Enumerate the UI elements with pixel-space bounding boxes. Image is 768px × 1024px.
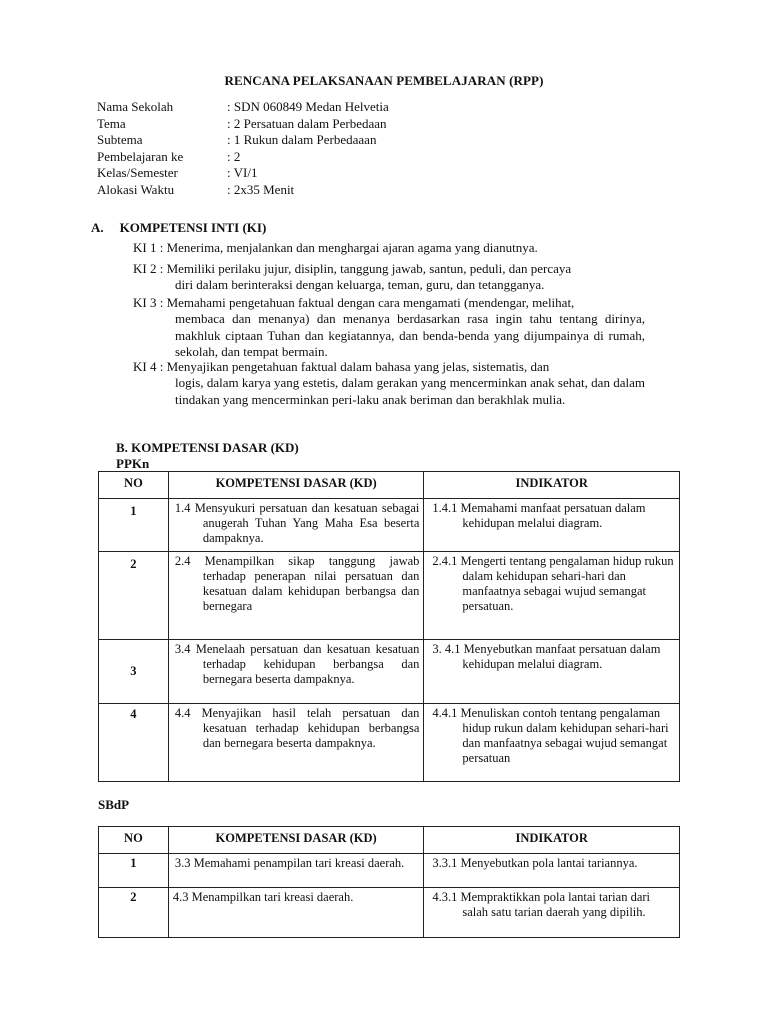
identity-block — [97, 99, 517, 198]
ki-first-line: KI 1 : Menerima, menjalankan dan menghargai ajaran agama yang dianutnya. — [133, 240, 538, 255]
table-row — [99, 640, 680, 704]
header-kd: KOMPETENSI DASAR (KD) — [168, 472, 424, 499]
row-no: 1 — [99, 854, 169, 888]
table-row — [99, 888, 680, 938]
table-row — [99, 854, 680, 888]
table-row — [99, 704, 680, 782]
indikator-text: 1.4.1 Memahami manfaat persatuan dalam kehidupan melalui diagram. — [432, 501, 646, 530]
info-value: : SDN 060849 Medan Helvetia — [227, 99, 389, 114]
ki-1 — [133, 240, 645, 256]
row-no: 4 — [99, 704, 169, 782]
info-label: Pembelajaran ke — [97, 148, 184, 164]
row-kd — [168, 499, 424, 552]
indikator-text: 3.3.1 Menyebutkan pola lantai tariannya. — [432, 856, 638, 870]
row-kd — [168, 552, 424, 640]
kd-text: 4.4 Menyajikan hasil telah persatuan dan kesatuan terhadap kehidupan berbangsa dan bernegara beserta dampaknya. — [174, 706, 420, 750]
kd-text: 2.4 Menampilkan sikap tanggung jawab terhadap penerapan nilai persatuan dan kesatuan dalam kehidupan berbangsa dan bernegara — [174, 554, 420, 613]
section-a-title: KOMPETENSI INTI (KI) — [119, 220, 267, 235]
row-indikator — [424, 704, 680, 782]
row-indikator — [424, 854, 680, 888]
ki-continuation: logis, dalam karya yang estetis, dalam gerakan yang mencerminkan anak sehat, dan dalam tindakan yang mencerminkan peri-laku anak beriman dan berakhlak mulia. — [175, 375, 645, 407]
info-label: Tema — [97, 115, 126, 131]
ppkn-kd-table — [98, 471, 680, 782]
kd-text: 4.3 Menampilkan tari kreasi daerah. — [172, 890, 354, 904]
info-value: : VI/1 — [227, 165, 258, 180]
row-no: 2 — [99, 888, 169, 938]
header-no: NO — [99, 827, 169, 854]
table-row — [99, 499, 680, 552]
row-indikator — [424, 552, 680, 640]
info-label: Subtema — [97, 132, 143, 147]
section-b-heading: B. KOMPETENSI DASAR (KD) — [116, 440, 299, 455]
info-value: : 2x35 Menit — [227, 181, 295, 197]
section-a-heading — [91, 220, 266, 236]
kd-text: 3.4 Menelaah persatuan dan kesatuan kesatuan terhadap kehidupan berbangsa dan bernegara beserta dampaknya. — [174, 642, 420, 686]
subject-ppkn: PPKn — [116, 456, 150, 471]
ki-first-line: KI 3 : Memahami pengetahuan faktual dengan cara mengamati (mendengar, melihat, — [133, 295, 575, 310]
kd-text: 3.3 Memahami penampilan tari kreasi daerah. — [174, 856, 405, 870]
info-label: Kelas/Semester — [97, 165, 178, 180]
row-no: 3 — [99, 640, 169, 704]
table-row — [99, 552, 680, 640]
info-row — [97, 149, 517, 166]
info-value: : 2 Persatuan dalam Perbedaan — [227, 115, 387, 131]
ki-continuation: diri dalam berinteraksi dengan keluarga, teman, guru, dan tetangganya. — [175, 277, 545, 293]
row-indikator — [424, 888, 680, 938]
info-row — [97, 99, 517, 116]
info-row — [97, 116, 517, 133]
indikator-text: 4.4.1 Menuliskan contoh tentang pengalaman hidup rukun dalam kehidupan sehari-hari dan manfaatnya sebagai wujud semangat persatuan — [432, 706, 669, 765]
row-kd — [168, 640, 424, 704]
ki-first-line: KI 4 : Menyajikan pengetahuan faktual dalam bahasa yang jelas, sistematis, dan — [133, 359, 550, 374]
row-no: 1 — [99, 499, 169, 552]
ki-first-line: KI 2 : Memiliki perilaku jujur, disiplin, tanggung jawab, santun, peduli, dan percaya — [133, 261, 572, 276]
indikator-text: 4.3.1 Mempraktikkan pola lantai tarian dari salah satu tarian daerah yang dipilih. — [432, 890, 651, 919]
table-header-row — [99, 827, 680, 854]
header-indikator: INDIKATOR — [424, 827, 680, 854]
ki-2 — [133, 261, 645, 294]
info-label: Nama Sekolah — [97, 99, 174, 114]
sbdp-kd-table — [98, 826, 680, 938]
row-no: 2 — [99, 552, 169, 640]
row-kd — [168, 704, 424, 782]
subject-sbdp: SBdP — [98, 797, 130, 812]
ki-4 — [133, 359, 645, 408]
section-a-letter: A. — [91, 220, 104, 235]
info-row — [97, 165, 517, 182]
header-kd: KOMPETENSI DASAR (KD) — [168, 827, 424, 854]
row-kd — [168, 854, 424, 888]
header-no: NO — [99, 472, 169, 499]
ki-3 — [133, 295, 645, 360]
header-indikator: INDIKATOR — [424, 472, 680, 499]
indikator-text: 2.4.1 Mengerti tentang pengalaman hidup rukun dalam kehidupan sehari-hari dan manfaatnya sebagai wujud semangat persatuan. — [432, 554, 674, 613]
row-kd — [168, 888, 424, 938]
info-value: : 2 — [227, 148, 241, 164]
table-header-row — [99, 472, 680, 499]
row-indikator — [424, 499, 680, 552]
info-row — [97, 132, 517, 149]
info-label: Alokasi Waktu — [97, 181, 175, 197]
indikator-text: 3. 4.1 Menyebutkan manfaat persatuan dalam kehidupan melalui diagram. — [432, 642, 661, 671]
info-row — [97, 182, 517, 199]
kd-text: 1.4 Mensyukuri persatuan dan kesatuan sebagai anugerah Tuhan Yang Maha Esa beserta dampaknya. — [174, 501, 420, 545]
row-indikator — [424, 640, 680, 704]
ki-continuation: membaca dan menanya) dan menanya berdasarkan rasa ingin tahu tentang dirinya, makhluk ciptaan Tuhan dan kegiatannya, dan benda-benda yang dijumpainya di rumah, sekolah, dan tempat bermain. — [175, 311, 645, 359]
info-value: : 1 Rukun dalam Perbedaaan — [227, 132, 377, 147]
document-title: RENCANA PELAKSANAAN PEMBELAJARAN (RPP) — [224, 73, 544, 88]
